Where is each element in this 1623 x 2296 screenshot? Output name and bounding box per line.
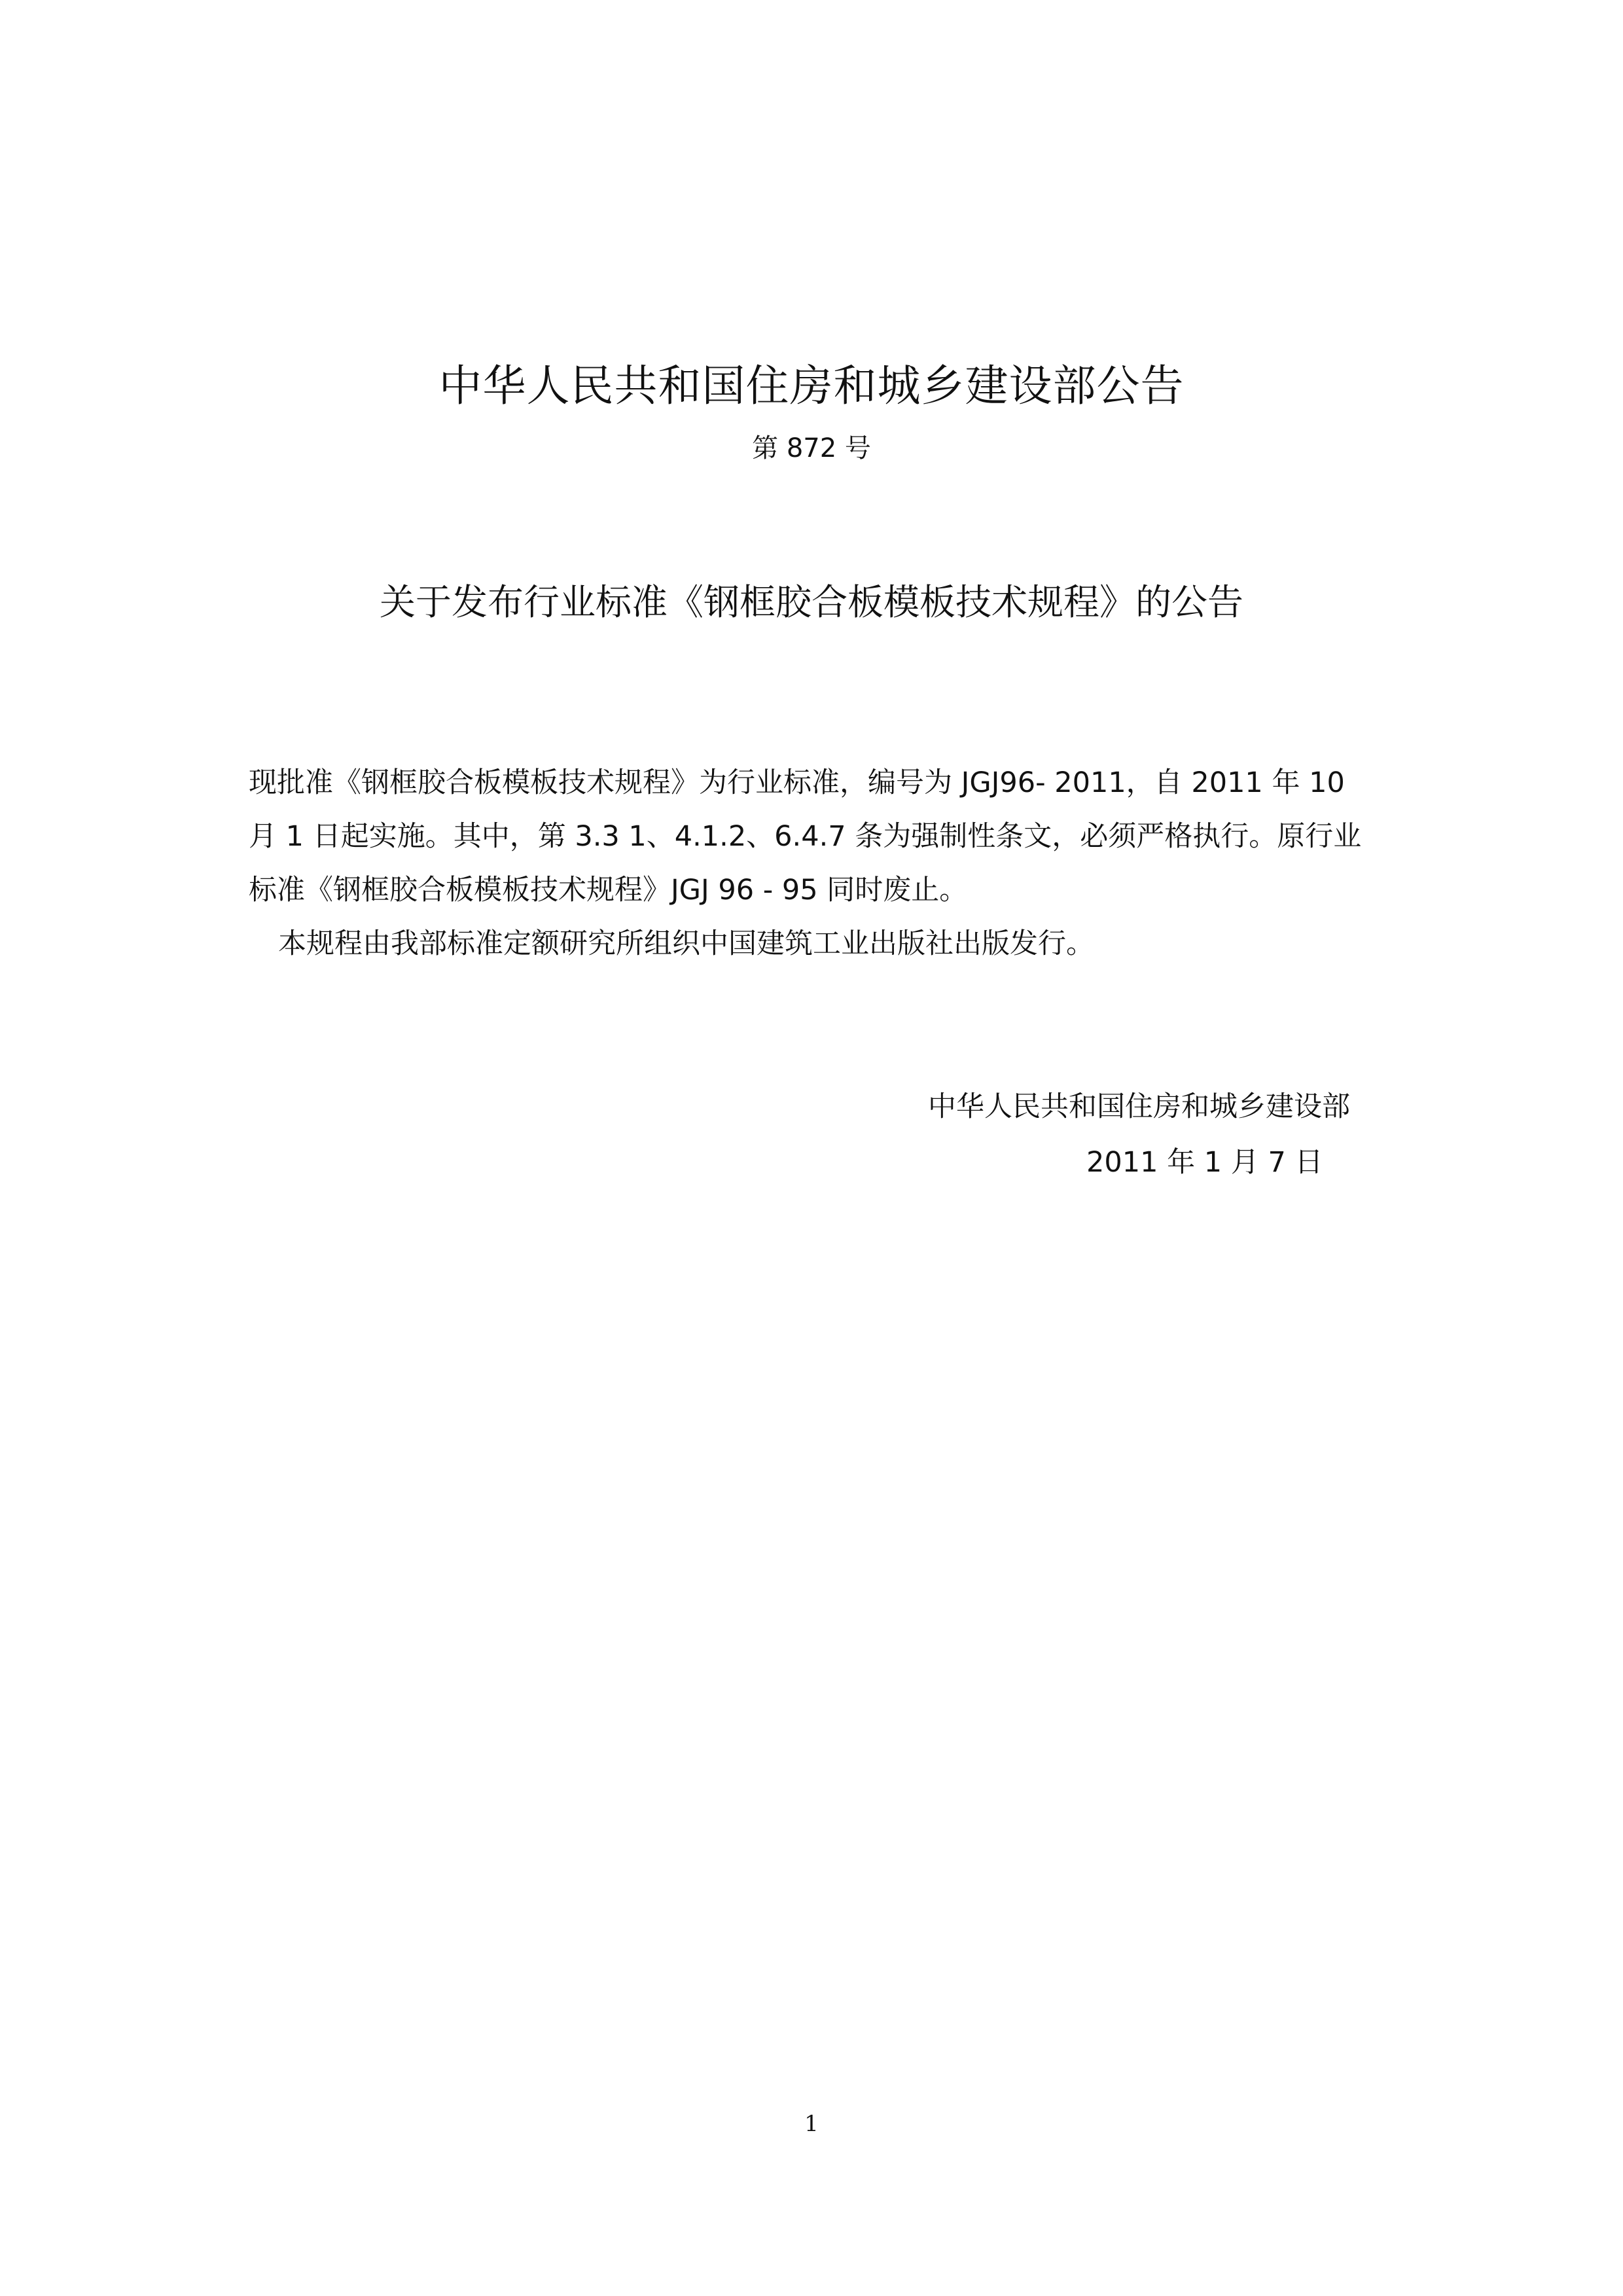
announcement-title: 中华人民共和国住房和城乡建设部公告	[438, 361, 1185, 411]
announcement-subtitle: 关于发布行业标准《钢框胶合板模板技术规程》的公告	[379, 581, 1243, 623]
body-paragraph-line: 本规程由我部标准定额研究所组织中国建筑工业出版社出版发行。	[278, 927, 1094, 960]
body-paragraph-line: 标准《钢框胶合板模板技术规程》JGJ 96 - 95 同时废止。	[249, 874, 968, 906]
announcement-number: 第 872 号	[752, 433, 871, 463]
body-paragraph-line: 月 1 日起实施。其中，第 3.3 1、4.1.2、6.4.7 条为强制性条文，必须严格执行。原行业	[249, 820, 1362, 853]
page-number: 1	[804, 2111, 819, 2137]
signature-organization: 中华人民共和国住房和城乡建设部	[928, 1090, 1350, 1123]
signature-date: 2011 年 1 月 7 日	[1086, 1146, 1323, 1179]
body-paragraph-line: 现批准《钢框胶合板模板技术规程》为行业标准，编号为 JGJ96- 2011，自 2011 年 10	[249, 766, 1345, 799]
